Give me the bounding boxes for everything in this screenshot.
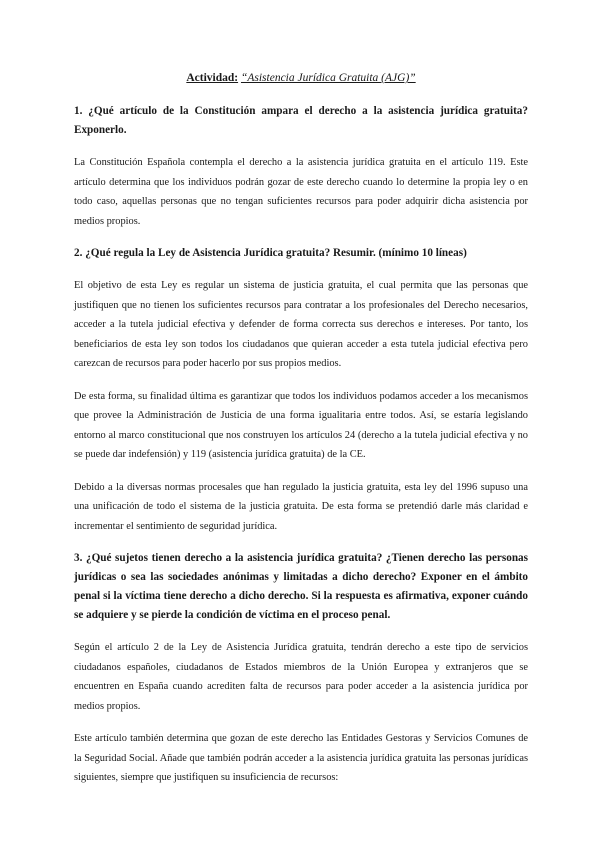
answer-2-paragraph-2: De esta forma, su finalidad última es garantizar que todos los individuos podamos acceder a los mecanismos que provee la Administración de Justicia de una forma igualitaria entre todos. Así, se estaría legislando entorno al marco constitucional que nos construyen los artículos 24 (derecho a la tutela judicial efectiva y no se puede dar indefensión) y 119 (asistencia jurídica gratuita) de la CE. xyxy=(74,390,528,460)
document-body xyxy=(74,70,528,798)
question-1: 1. ¿Qué artículo de la Constitución ampara el derecho a la asistencia jurídica gratuita? Exponerlo. xyxy=(74,105,528,136)
title-label: Actividad: xyxy=(186,72,239,84)
answer-2-paragraph-1: El objetivo de esta Ley es regular un sistema de justicia gratuita, el cual permita que las personas que justifiquen que no tienen los suficientes recursos para contratar a los profesionales del Derecho necesarios, acceder a la tutela judicial efectiva y defender de forma correcta sus derechos e intereses. Por tanto, los beneficiarios de esta ley son todos los ciudadanos que quieran acceder a esta tutela judicial efectiva pero carezcan de recursos para poder hacerlo por sus propios medios. xyxy=(74,280,528,369)
title-subject: “Asistencia Jurídica Gratuita (AJG)” xyxy=(240,72,416,84)
question-2: 2. ¿Qué regula la Ley de Asistencia Jurídica gratuita? Resumir. (mínimo 10 líneas) xyxy=(74,247,467,259)
page-title xyxy=(74,70,528,86)
answer-2-paragraph-3: Debido a la diversas normas procesales que han regulado la justicia gratuita, esta ley del 1996 supuso una una unificación de todo el sistema de la justicia gratuita. De esta forma se pretendió darle más claridad e incrementar el sentimiento de seguridad jurídica. xyxy=(74,481,528,532)
answer-1-paragraph-1: La Constitución Española contempla el derecho a la asistencia jurídica gratuita en el artículo 119. Este artículo determina que los individuos podrán gozar de este derecho cuando lo determine la propia ley o en todo caso, aquellas personas que no tengan suficientes recursos para poder adquirir dicha asistencia por medios propios. xyxy=(74,157,528,227)
question-3: 3. ¿Qué sujetos tienen derecho a la asistencia jurídica gratuita? ¿Tienen derecho las personas jurídicas o sea las sociedades anónimas y limitadas a dicho derecho? Exponer en el ámbito penal si la víctima tiene derecho a dicho derecho. Si la respuesta es afirmativa, exponer cuándo se adquiere y se pierde la condición de víctima en el proceso penal. xyxy=(74,552,528,621)
answer-3-paragraph-1: Según el artículo 2 de la Ley de Asistencia Jurídica gratuita, tendrán derecho a este tipo de servicios ciudadanos españoles, ciudadanos de Estados miembros de la Unión Europea y extranjeros que se encuentren en España cuando acrediten falta de recursos para poder acceder a la asistencia jurídica por medios propios. xyxy=(74,642,528,712)
answer-3-paragraph-2: Este artículo también determina que gozan de este derecho las Entidades Gestoras y Servicios Comunes de la Seguridad Social. Añade que también podrán acceder a la asistencia jurídica gratuita las personas jurídicas siguientes, siempre que justifiquen su insuficiencia de recursos: xyxy=(74,733,528,783)
